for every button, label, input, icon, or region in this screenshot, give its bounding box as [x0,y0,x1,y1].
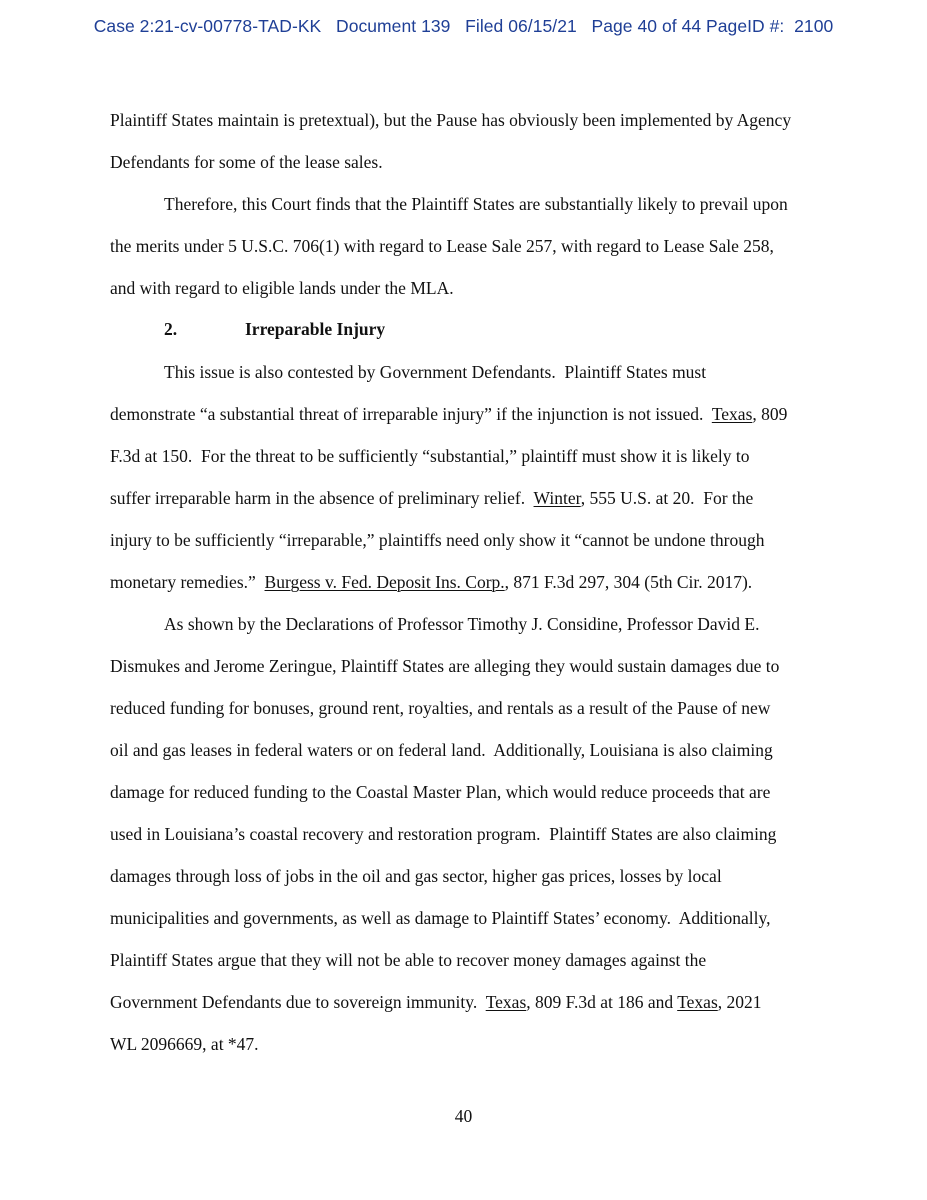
case-citation: Texas [485,992,527,1012]
text-run: , 2021 [717,992,762,1012]
body-line: reduced funding for bonuses, ground rent, royalties, and rentals as a result of the Pause of new [110,698,771,718]
body-line: This issue is also contested by Government Defendants. Plaintiff States must [164,362,707,382]
text-run: , 809 [752,404,788,424]
section-heading: Irreparable Injury [245,319,386,339]
body-line [110,487,753,509]
body-line: damages through loss of jobs in the oil and gas sector, higher gas prices, losses by local [110,866,722,886]
body-line [110,403,787,425]
body-line [110,991,762,1013]
case-citation: Winter [533,488,581,508]
case-citation: Texas [711,404,753,424]
body-line: damage for reduced funding to the Coastal Master Plan, which would reduce proceeds that are [110,782,771,802]
page-number: 40 [454,1106,473,1126]
body-line: municipalities and governments, as well as damage to Plaintiff States’ economy. Additionally, [110,908,771,928]
body-line: Defendants for some of the lease sales. [110,152,383,172]
body-line [110,571,752,593]
body-line: the merits under 5 U.S.C. 706(1) with regard to Lease Sale 257, with regard to Lease Sale 258, [110,236,774,256]
case-citation: Texas [677,992,718,1012]
body-line: Dismukes and Jerome Zeringue, Plaintiff States are alleging they would sustain damages due to [110,656,780,676]
text-run: monetary remedies.” [110,572,265,592]
body-line: As shown by the Declarations of Professor Timothy J. Considine, Professor David E. [164,614,760,634]
text-run: suffer irreparable harm in the absence of preliminary relief. [110,488,534,508]
body-line: injury to be sufficiently “irreparable,” plaintiffs need only show it “cannot be undone through [110,530,765,550]
case-header: Case 2:21-cv-00778-TAD-KK Document 139 Filed 06/15/21 Page 40 of 44 PageID #: 2100 [93,16,834,36]
body-line: and with regard to eligible lands under the MLA. [110,278,454,298]
text-run: Government Defendants due to sovereign immunity. [110,992,486,1012]
body-line: oil and gas leases in federal waters or on federal land. Additionally, Louisiana is also claiming [110,740,773,760]
text-run: , 555 U.S. at 20. For the [580,488,754,508]
body-line: F.3d at 150. For the threat to be sufficiently “substantial,” plaintiff must show it is likely to [110,446,750,466]
body-line: Plaintiff States argue that they will not be able to recover money damages against the [110,950,707,970]
body-line: used in Louisiana’s coastal recovery and restoration program. Plaintiff States are also claiming [110,824,777,844]
case-citation: Burgess v. Fed. Deposit Ins. Corp. [264,572,505,592]
text-run: demonstrate “a substantial threat of irreparable injury” if the injunction is not issued. [110,404,712,424]
body-line: Therefore, this Court finds that the Plaintiff States are substantially likely to prevail upon [164,194,788,214]
text-run: , 809 F.3d at 186 and [526,992,678,1012]
body-line: WL 2096669, at *47. [110,1034,259,1054]
body-line: Plaintiff States maintain is pretextual), but the Pause has obviously been implemented by Agency [110,110,792,130]
section-number: 2. [164,319,178,339]
text-run: , 871 F.3d 297, 304 (5th Cir. 2017). [504,572,753,592]
